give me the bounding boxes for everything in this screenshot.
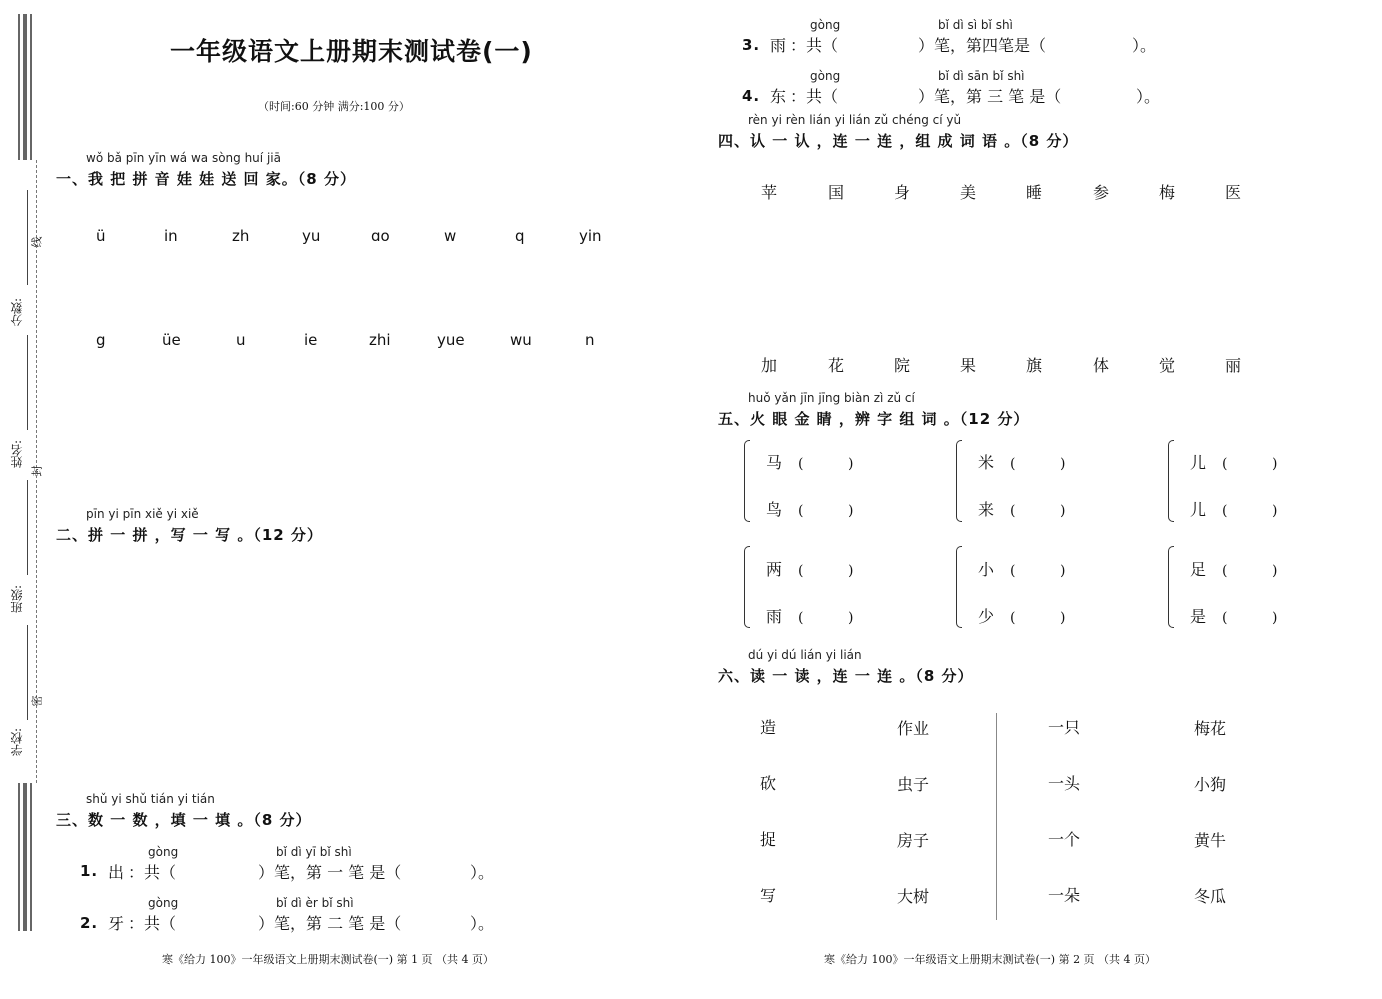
- mi-mark: 密: [30, 695, 44, 707]
- noun-item: 房子: [897, 831, 930, 850]
- pinyin-tile: yue: [437, 331, 465, 349]
- char-tile: 梅: [1159, 183, 1176, 202]
- char-tile: 花: [828, 356, 845, 375]
- blank-paren: ( ): [1222, 563, 1278, 579]
- blank-paren: ( ): [798, 456, 854, 472]
- section2-pinyin: pīn yi pīn xiě yi xiě: [86, 507, 199, 521]
- char-tile: 国: [828, 183, 845, 202]
- blank-paren: ( ): [798, 610, 854, 626]
- section6-pinyin: dú yi dú lián yi lián: [748, 648, 862, 662]
- blank-paren: ( ): [1222, 610, 1278, 626]
- pinyin-tile: g: [96, 331, 106, 349]
- group-char: 小: [978, 560, 995, 579]
- blank-paren: ( ): [1222, 456, 1278, 472]
- char-tile: 美: [960, 183, 977, 202]
- char-tile: 医: [1225, 183, 1242, 202]
- pinyin-tile: n: [585, 331, 595, 349]
- measure-item: 一朵: [1048, 886, 1081, 905]
- pinyin-tile: q: [515, 227, 525, 245]
- section6-heading: 六、读 一 读 ，连 一 连 。（8 分）: [718, 667, 974, 685]
- noun-item: 作业: [897, 719, 930, 738]
- gong-pinyin: gòng: [148, 896, 179, 910]
- blank-paren: ( ): [1010, 610, 1066, 626]
- char-tile: 旗: [1026, 356, 1043, 375]
- group-char: 儿: [1190, 453, 1207, 472]
- group-char: 鸟: [766, 500, 783, 519]
- margin-bar-bottom-2: [23, 783, 27, 931]
- item-number: 2.: [80, 914, 99, 932]
- brace: [956, 546, 962, 628]
- item-mid: ）笔，第 二 笔 是（: [258, 914, 402, 933]
- class-underline: [27, 480, 28, 575]
- char-tile: 体: [1093, 356, 1110, 375]
- brace: [956, 440, 962, 522]
- group-char: 雨: [766, 607, 783, 626]
- item-mid: ）笔，第 一 笔 是（: [258, 863, 402, 882]
- blank-paren: ( ): [1010, 503, 1066, 519]
- char-tile: 加: [761, 356, 778, 375]
- class-label: 班级:: [10, 585, 24, 614]
- section4-pinyin: rèn yi rèn lián yi lián zǔ chéng cí yǔ: [748, 113, 962, 127]
- group-char: 是: [1190, 607, 1207, 626]
- brace: [1168, 440, 1174, 522]
- item-number: 3.: [742, 36, 761, 54]
- item-mid: ）笔，第四笔是（: [918, 36, 1047, 55]
- section5-pinyin: huǒ yǎn jīn jīng biàn zì zǔ cí: [748, 391, 915, 405]
- score-label: 分数:: [10, 298, 24, 327]
- section1-heading: 一、我 把 拼 音 娃 娃 送 回 家。（8 分）: [56, 170, 356, 188]
- margin-bar-bottom-3: [30, 783, 32, 931]
- char-tile: 觉: [1159, 356, 1176, 375]
- footer-right: 寒《给力 100》一年级语文上册期末测试卷(一) 第 2 页 （共 4 页）: [824, 953, 1157, 966]
- item-gong: ：共（: [790, 36, 839, 55]
- pinyin-tile: zhi: [369, 331, 391, 349]
- blank-paren: ( ): [798, 503, 854, 519]
- char-tile: 苹: [761, 183, 778, 202]
- item-char: 牙: [108, 914, 125, 933]
- measure-item: 一个: [1048, 830, 1081, 849]
- char-tile: 睡: [1026, 183, 1043, 202]
- gong-pinyin: gòng: [810, 69, 841, 83]
- verb-item: 砍: [760, 774, 777, 793]
- group-char: 两: [766, 560, 783, 579]
- char-tile: 院: [894, 356, 911, 375]
- item-char: 雨: [770, 36, 787, 55]
- margin-bar-bottom-1: [18, 783, 20, 931]
- item-end: ）。: [1132, 36, 1157, 55]
- blank-paren: ( ): [1010, 456, 1066, 472]
- char-tile: 果: [960, 356, 977, 375]
- item-mid: ）笔，第 三 笔 是（: [918, 87, 1062, 106]
- item-end: ）。: [470, 863, 495, 882]
- item-gong: ：共（: [128, 914, 177, 933]
- verb-item: 造: [760, 718, 777, 737]
- section3-pinyin: shǔ yi shǔ tián yi tián: [86, 792, 215, 806]
- item-number: 4.: [742, 87, 761, 105]
- item-char: 东: [770, 87, 787, 106]
- group-char: 马: [766, 453, 783, 472]
- object-item: 黄牛: [1194, 831, 1227, 850]
- measure-item: 一头: [1048, 774, 1081, 793]
- item-char: 出: [108, 863, 125, 882]
- noun-item: 大树: [897, 887, 930, 906]
- page-title: 一年级语文上册期末测试卷(一): [170, 37, 533, 66]
- section5-heading: 五、火 眼 金 睛 ，辨 字 组 词 。（12 分）: [718, 410, 1030, 428]
- pinyin-tile: ie: [304, 331, 318, 349]
- verb-item: 捉: [760, 830, 777, 849]
- gong-pinyin: gòng: [810, 18, 841, 32]
- brace: [1168, 546, 1174, 628]
- section3-heading: 三、数 一 数 ，填 一 填 。（8 分）: [56, 811, 312, 829]
- pinyin-tile: yu: [302, 227, 321, 245]
- char-tile: 身: [894, 183, 911, 202]
- footer-left: 寒《给力 100》一年级语文上册期末测试卷(一) 第 1 页 （共 4 页）: [162, 953, 495, 966]
- margin-bar-top-1: [18, 14, 20, 160]
- margin-bar-top-2: [23, 14, 27, 160]
- item-end: ）。: [470, 914, 495, 933]
- group-char: 来: [978, 500, 995, 519]
- group-char: 足: [1190, 560, 1207, 579]
- char-tile: 丽: [1225, 356, 1242, 375]
- item-end: ）。: [1136, 87, 1161, 106]
- pinyin-tile: wu: [510, 331, 532, 349]
- school-label: 学校:: [10, 728, 24, 757]
- pinyin-tile: u: [236, 331, 246, 349]
- section2-heading: 二、拼 一 拼 ，写 一 写 。（12 分）: [56, 526, 323, 544]
- pinyin-tile: ü: [96, 227, 106, 245]
- section4-heading: 四、认 一 认 ，连 一 连 ，组 成 词 语 。（8 分）: [718, 132, 1079, 150]
- char-tile: 参: [1093, 183, 1110, 202]
- order-pinyin: bǐ dì sì bǐ shì: [938, 18, 1013, 32]
- object-item: 梅花: [1194, 719, 1227, 738]
- blank-paren: ( ): [1010, 563, 1066, 579]
- order-pinyin: bǐ dì sān bǐ shì: [938, 69, 1025, 83]
- section6-divider: [996, 713, 997, 920]
- group-char: 少: [978, 607, 995, 626]
- xian-mark: 线: [30, 236, 44, 248]
- verb-item: 写: [760, 886, 777, 905]
- blank-paren: ( ): [798, 563, 854, 579]
- pinyin-tile: ɑo: [371, 227, 390, 245]
- pinyin-tile: w: [444, 227, 457, 245]
- order-pinyin: bǐ dì yī bǐ shì: [276, 845, 352, 859]
- pinyin-tile: in: [164, 227, 178, 245]
- section1-pinyin: wǒ bǎ pīn yīn wá wa sòng huí jiā: [86, 151, 281, 165]
- margin-bar-top-3: [30, 14, 32, 160]
- pinyin-tile: zh: [232, 227, 250, 245]
- item-gong: ：共（: [790, 87, 839, 106]
- group-char: 米: [978, 453, 995, 472]
- name-underline: [27, 335, 28, 430]
- blank-paren: ( ): [1222, 503, 1278, 519]
- brace: [744, 440, 750, 522]
- measure-item: 一只: [1048, 718, 1081, 737]
- object-item: 小狗: [1194, 775, 1227, 794]
- pinyin-tile: yin: [579, 227, 602, 245]
- item-gong: ：共（: [128, 863, 177, 882]
- name-label: 姓名:: [10, 440, 24, 469]
- noun-item: 虫子: [897, 775, 930, 794]
- item-number: 1.: [80, 862, 99, 880]
- brace: [744, 546, 750, 628]
- group-char: 儿: [1190, 500, 1207, 519]
- object-item: 冬瓜: [1194, 887, 1227, 906]
- pinyin-tile: üe: [162, 331, 181, 349]
- gong-pinyin: gòng: [148, 845, 179, 859]
- order-pinyin: bǐ dì èr bǐ shì: [276, 896, 354, 910]
- page-subtitle: （时间:60 分钟 满分:100 分）: [258, 100, 410, 113]
- feng-mark: 封: [30, 465, 44, 477]
